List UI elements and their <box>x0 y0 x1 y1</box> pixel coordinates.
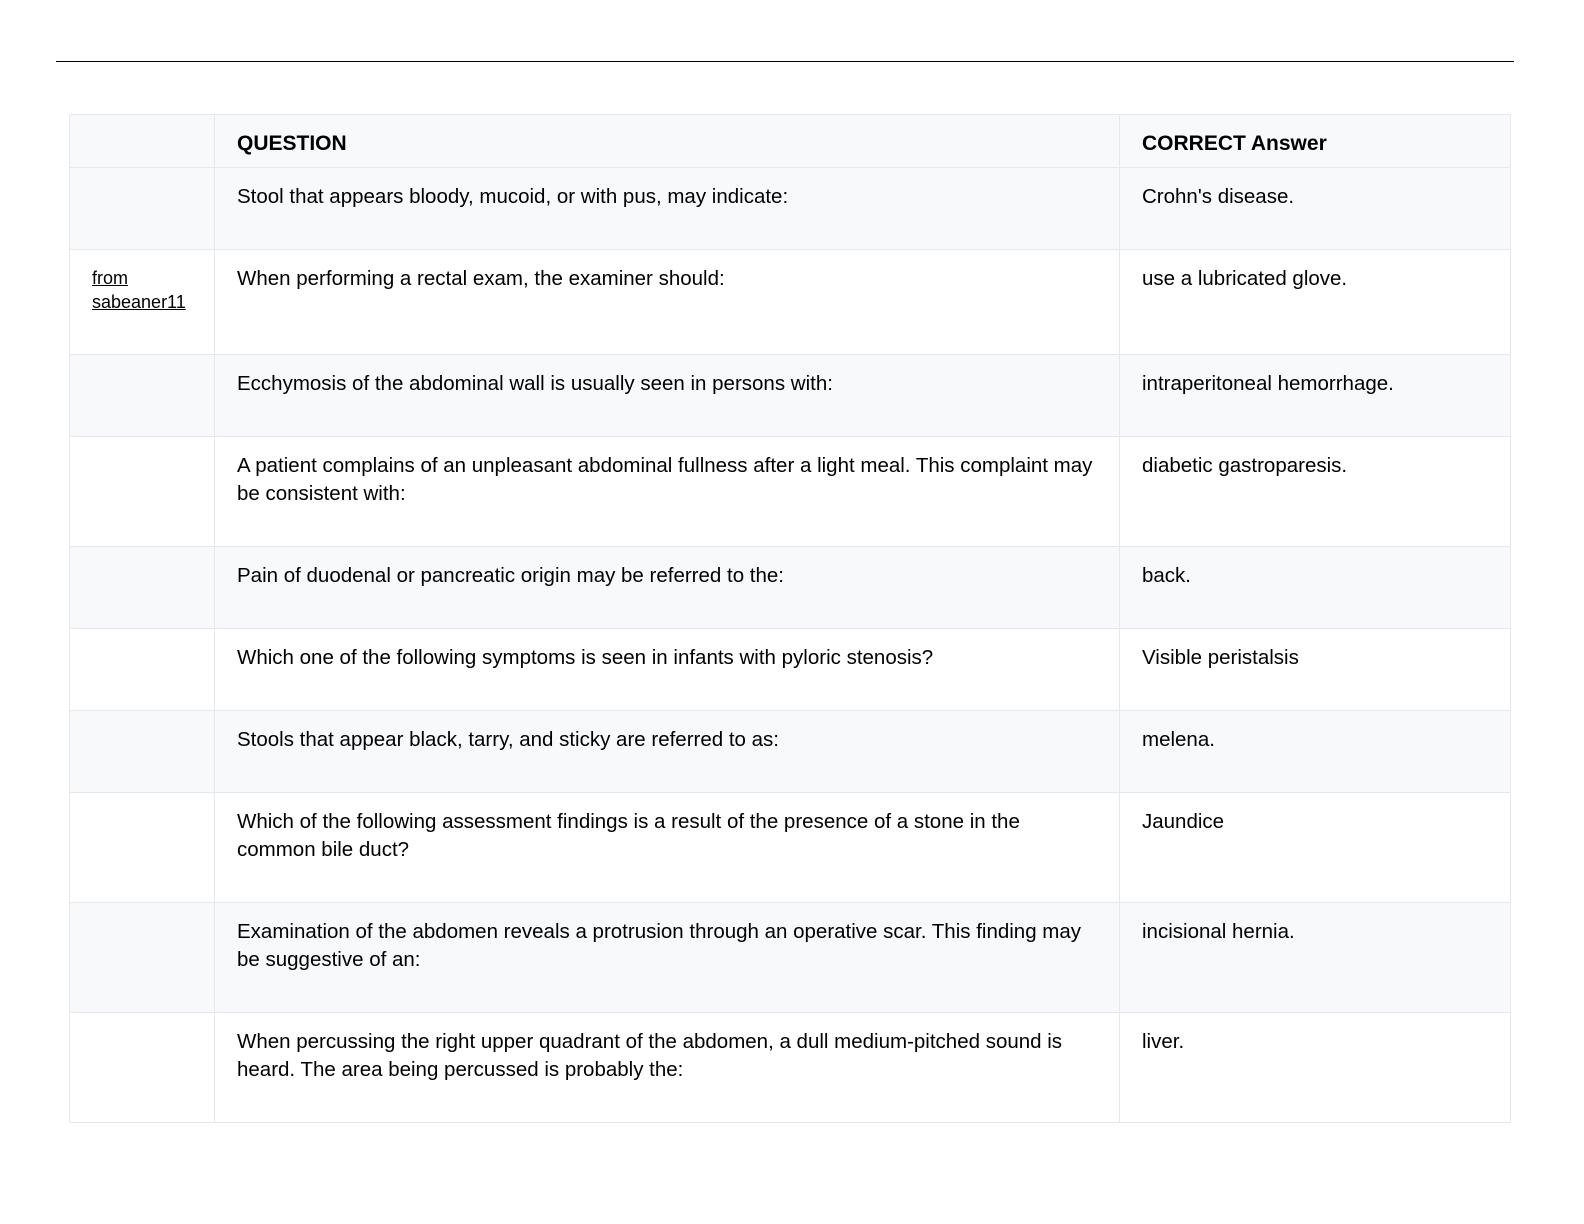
question-cell: When percussing the right upper quadrant of the abdomen, a dull medium-pitched sound is heard. The area being percussed is probably the: <box>215 1013 1120 1123</box>
table-row <box>70 437 1511 547</box>
table-row <box>70 711 1511 793</box>
answer-cell: use a lubricated glove. <box>1120 250 1511 355</box>
question-cell: A patient complains of an unpleasant abdominal fullness after a light meal. This complaint may be consistent with: <box>215 437 1120 547</box>
answer-cell: intraperitoneal hemorrhage. <box>1120 355 1511 437</box>
question-cell: Ecchymosis of the abdominal wall is usually seen in persons with: <box>215 355 1120 437</box>
question-cell: Examination of the abdomen reveals a protrusion through an operative scar. This finding may be suggestive of an: <box>215 903 1120 1013</box>
table-row <box>70 168 1511 250</box>
qa-table <box>69 114 1511 1123</box>
answer-cell: Visible peristalsis <box>1120 629 1511 711</box>
answer-cell: back. <box>1120 547 1511 629</box>
question-cell: Stools that appear black, tarry, and sticky are referred to as: <box>215 711 1120 793</box>
source-cell <box>70 903 215 1013</box>
source-link[interactable]: from sabeaner11 <box>92 268 186 312</box>
table-row <box>70 547 1511 629</box>
table-row <box>70 355 1511 437</box>
source-cell <box>70 547 215 629</box>
answer-cell: incisional hernia. <box>1120 903 1511 1013</box>
question-cell: Which one of the following symptoms is seen in infants with pyloric stenosis? <box>215 629 1120 711</box>
source-cell <box>70 711 215 793</box>
source-cell <box>70 437 215 547</box>
source-cell <box>70 250 215 355</box>
table-row <box>70 903 1511 1013</box>
question-cell: When performing a rectal exam, the examiner should: <box>215 250 1120 355</box>
question-cell: Stool that appears bloody, mucoid, or with pus, may indicate: <box>215 168 1120 250</box>
table-row <box>70 629 1511 711</box>
table-row <box>70 793 1511 903</box>
answer-cell: liver. <box>1120 1013 1511 1123</box>
header-source-cell <box>70 115 215 168</box>
table-row <box>70 250 1511 355</box>
source-cell <box>70 793 215 903</box>
table-row <box>70 1013 1511 1123</box>
source-cell <box>70 1013 215 1123</box>
header-rule <box>56 61 1514 62</box>
table-header-row <box>70 115 1511 168</box>
source-cell <box>70 629 215 711</box>
source-cell <box>70 168 215 250</box>
answer-cell: diabetic gastroparesis. <box>1120 437 1511 547</box>
answer-cell: melena. <box>1120 711 1511 793</box>
header-question: QUESTION <box>215 115 1120 168</box>
question-cell: Pain of duodenal or pancreatic origin may be referred to the: <box>215 547 1120 629</box>
source-cell <box>70 355 215 437</box>
answer-cell: Jaundice <box>1120 793 1511 903</box>
question-cell: Which of the following assessment findings is a result of the presence of a stone in the common bile duct? <box>215 793 1120 903</box>
header-answer: CORRECT Answer <box>1120 115 1511 168</box>
answer-cell: Crohn's disease. <box>1120 168 1511 250</box>
